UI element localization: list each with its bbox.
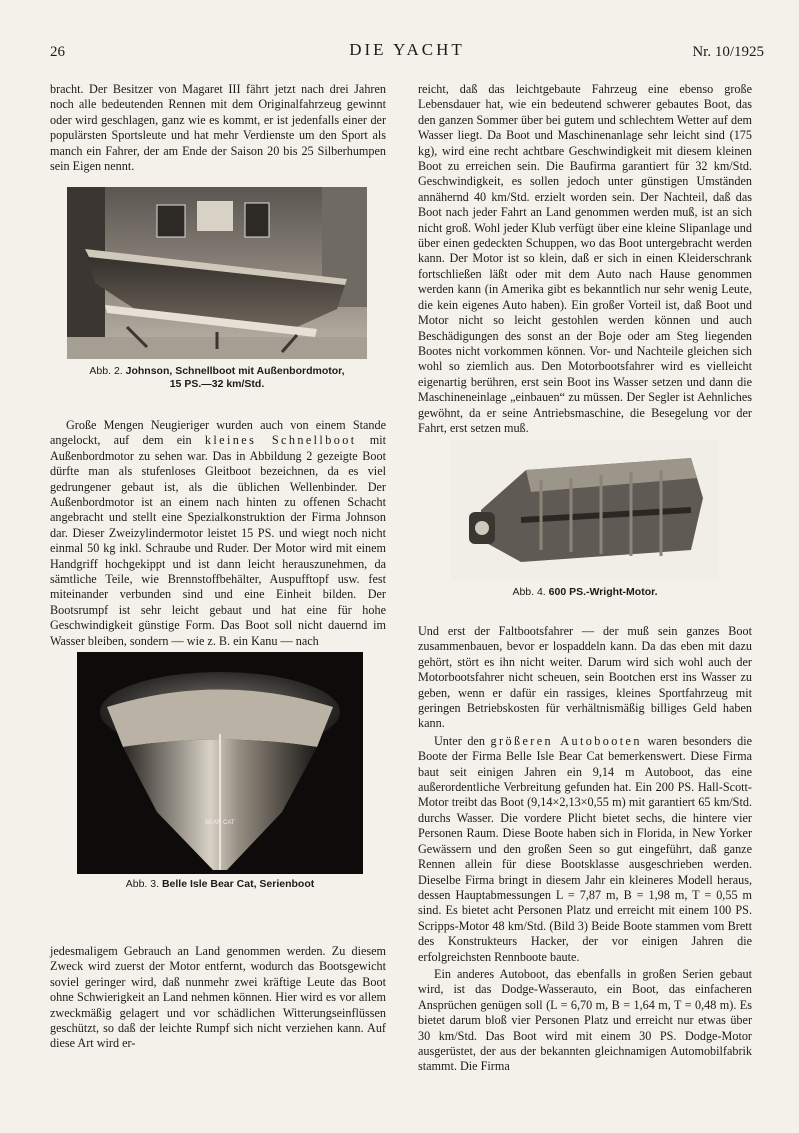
page-number: 26 [50, 44, 65, 60]
paragraph: Ein anderes Autoboot, das ebenfalls in großen Serien gebaut wird, ist das Dodge-Wasserauto, ein Boot, das einfacheren Ansprüchen genügen soll (L = 6,70 m, B = 1,64 m, T = 0,48 m). Es bietet darum bloß vier Personen Platz und erreicht nur etwas über 30 km/Std. Das Boot wird mit einem 30 PS. Dodge-Motor ausgerüstet, der aus der bekannten gleichnamigen Automobilfabrik stammt. Die Firma [418, 966, 752, 1074]
right-column-top [418, 82, 752, 436]
text-run: waren besonders die Boote der Firma Belle Isle Bear Cat bemerkenswert. Diese Firma baut seit einigen Jahren ein 9,14 m Autoboot, das eine außerordentliche Verbreitung gefunden hat. Ein 200 PS. Hall-Scott-Motor treibt das Boot (9,14×2,13×0,55 m) mit garantiert 65 km/Std. durchs Wasser. Die vordere Plicht bietet sechs, die hintere vier Personen Raum. Diese Boote haben sich in Florida, in New Yorker Gewässern und den großen Seen so gut eingeführt, daß ganze Rennen allein für diese Bootsklasse ausgeschrieben werden. Dieselbe Firma bringt in diesem Jahr ein kleineres Modell heraus, dessen Hauptabmessungen L = 7,87 m, B = 1,98 m, T = 0,55 m sind. Es bietet acht Personen Platz und erreicht mit einem 100 PS. Scripps-Motor 48 km/Std. (Bild 3) Beide Boote stammen vom Brett des Konstrukteurs Hacker, der vor einigen Jahren die erfolgreichsten Rennboote baute. [418, 733, 752, 964]
figure-2 [67, 187, 367, 392]
paragraph: reicht, daß das leichtgebaute Fahrzeug eine ebenso große Lebensdauer hat, wie ein bedeutend schwerer gebautes Boot, das den ganzen Sommer über bei gutem und schlechtem Wetter auf dem Wasser liegt. Da Boot und Maschinenanlage sehr leicht sind (175 kg), wird eine recht achtbare Geschwindigkeit mit diesem kleinen Boot zu erreichen sein. Die Baufirma garantiert für 32 km/Std. Geschwindigkeit, es sollen jedoch unter günstigen Umständen annähernd 40 km/Std. erzielt worden sein. Der Nachteil, daß das Boot nach jeder Fahrt an Land genommen werden muß, ist an sich nicht groß. Wohl jeder Klub verfügt über eine kleine Slipanlage und über einen gedeckten Schuppen, wo das Boot untergebracht werden kann. Der Motor ist so klein, daß er sich in einen Kleiderschrank fortschließen läßt oder mit dem Auto nach Hause genommen werden kann (in Amerika gibt es bekanntlich nur sehr wenig Leute, die kein eigenes Auto haben). Ein großer Vorteil ist, daß Boot und Motor nicht so leicht gestohlen werden können und auch Beschädigungen des sonst an der Boje oder am Steg liegenden Bootes nicht vorkommen können. Vor- und Nachteile gleichen sich wohl so ziemlich aus. Den Motorbootsfahrer wird es vielleicht eigenartig berühren, erst sein Boot ins Wasser setzen und dann die Maschineneinlage „einbauen“ zu müssen. Der Segler ist Aehnliches gewöhnt, da er seine Antriebsmaschine, die Besegelung vor der Fahrt, erst setzen muß. [418, 82, 752, 435]
left-column-bottom [50, 944, 386, 1052]
left-column-middle [50, 416, 386, 649]
issue-number: Nr. 10/1925 [692, 44, 764, 60]
figure-2-caption [67, 365, 367, 391]
figure-3 [77, 652, 363, 892]
text-run: mit Außenbordmotor zu sehen war. Das in Abbildung 2 gezeigte Boot dürfte man als stufenloses Gleitboot bezeichnen, da es viel gedrungener gebaut ist, als die üblichen Wellenbinder. Der Außenbordmotor ist an einem nach hinten zu offenen Schacht angebracht und stellt eine Spezialkonstruktion der Firma Johnson dar. Dieser Zweizylindermotor leistet 15 PS. und wiegt noch nicht einmal 50 kg inkl. Schraube und Ruder. Der Motor wird mit einem Handgriff hochgekippt und ist dann leicht herauszunehmen, da sämtliche Teile, wie Brennstoffbehälter, Auspufftopf usw. fest miteinander verbunden sind und eine Einheit bilden. Der Bootsrumpf ist sehr leicht gebaut und hat eine für hohe Geschwindigkeit günstige Form. Das Boot soll nicht dauernd im Wasser bleiben, sondern — wie z. B. ein Kanu — nach [50, 433, 387, 648]
spaced-emphasis: kleines Schnellboot [204, 433, 357, 448]
hull-lettering: BEAR CAT [205, 820, 235, 826]
left-column-top [50, 82, 386, 174]
figure-4 [451, 440, 719, 600]
paragraph [50, 418, 386, 649]
figure-2-photo [67, 187, 367, 359]
figure-3-caption-text: Belle Isle Bear Cat, Serienboot [161, 878, 315, 890]
figure-4-label: Abb. 4. [512, 586, 546, 598]
paragraph: bracht. Der Besitzer von Magaret III fährt jetzt nach drei Jahren noch alle bedeutenden Rennen mit dem Originalfahrzeug gewinnt oder wird geschlagen, ganz wie es kommt, er ist jedenfalls einer der populärsten Sportsleute und hat mehr Verdienste um den Sport als manch ein Fahrer, der am Ende der Saison 20 bis 25 Silberhumpen sein Eigen nennt. [50, 82, 386, 174]
figure-2-caption-line1: Johnson, Schnellboot mit Außenbordmotor, [125, 365, 345, 377]
paragraph [418, 734, 752, 965]
paragraph: jedesmaligem Gebrauch an Land genommen werden. Zu diesem Zweck wird zuerst der Motor entfernt, wodurch das Bootsgewicht soviel geringer wird, daß nunmehr zwei kräftige Leute das Boot ohne Schwierigkeit an Land nehmen können. Hier wird es vor allem zweckmäßig gelagert und vor schädlichen Witterungseinflüssen geschützt, so daß der leichte Rumpf sich nicht verziehen kann. Auf diese Art wird er- [50, 944, 386, 1051]
figure-2-label: Abb. 2. [89, 365, 123, 377]
figure-4-caption [451, 586, 719, 599]
figure-3-label: Abb. 3. [125, 878, 160, 890]
right-column-bottom [418, 624, 752, 1075]
figure-3-photo [77, 652, 363, 874]
text-run: Unter den [434, 733, 485, 748]
figure-4-caption-text: 600 PS.-Wright-Motor. [548, 586, 658, 598]
figure-2-caption-line2: 15 PS.—32 km/Std. [169, 378, 265, 390]
paragraph: Und erst der Faltbootsfahrer — der muß sein ganzes Boot zusammenbauen, bevor er lospaddeln kann. Da das eben mit dazu gehört, stört es ihn nicht weiter. Darum wird sich wohl auch der Motorbootsfahrer nicht scheuen, sein Bootchen erst ins Wasser zu geben, wenn er dafür ein rassiges, kleines Sportfahrzeug mit geringen Betriebskosten für verhältnismäßig billiges Geld haben kann. [418, 624, 752, 731]
figure-4-photo [451, 440, 719, 580]
spaced-emphasis: größeren Autobooten [490, 733, 642, 748]
magazine-title: DIE YACHT [349, 40, 465, 59]
page-header [50, 40, 764, 64]
figure-3-caption [77, 878, 363, 891]
text-run: Große Mengen Neugieriger wurden auch von einem Stande angelockt, auf dem ein [50, 418, 386, 448]
